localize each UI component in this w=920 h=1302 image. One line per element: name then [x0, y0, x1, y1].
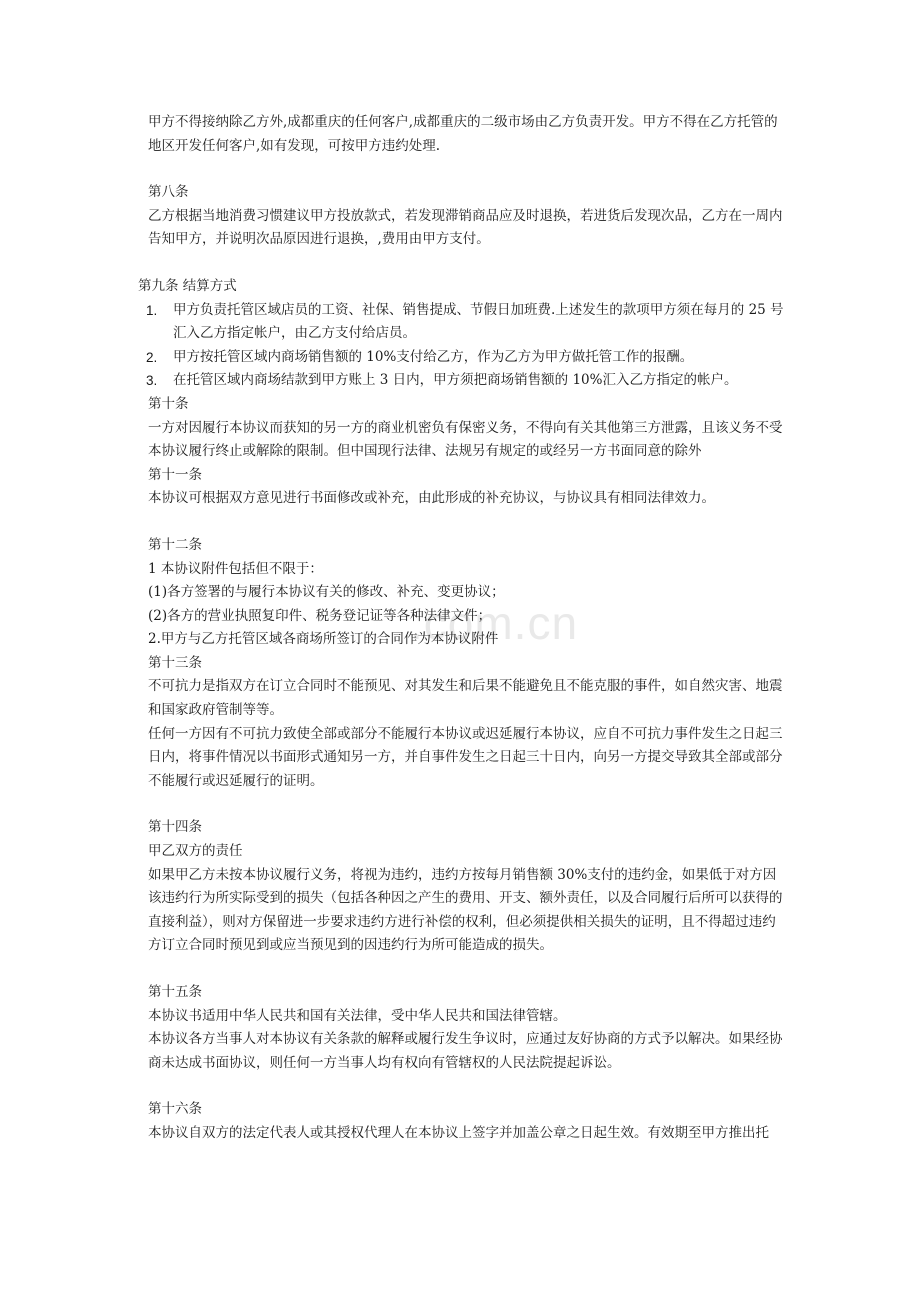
- article-12-line-3: (2)各方的营业执照复印件、税务登记证等各种法律文件；: [148, 607, 492, 624]
- list-number: 1.: [146, 302, 158, 318]
- article-12-line-2: (1)各方签署的与履行本协议有关的修改、补充、变更协议；: [148, 584, 505, 601]
- article-13-text-2: 任何一方因有不可抗力致使全部或部分不能履行本协议或迟延履行本协议，应自不可抗力事件发生之日起三日内，将事件情况以书面形式通知另一方，并自事件发生之日起三十日内，向另一方提交导致其全部或部分不能履行或迟延履行的证明。: [148, 725, 783, 789]
- article-15-text-2: 本协议各方当事人对本协议有关条款的解释或履行发生争议时，应通过友好协商的方式予以解决。如果经协商未达成书面协议，则任何一方当事人均有权向有管辖权的人民法院提起诉讼。: [148, 1031, 783, 1071]
- article-12-title: 第十二条: [148, 536, 202, 553]
- list-text: 在托管区域内商场结款到甲方账上 3 日内，甲方须把商场销售额的 10%汇入乙方指定的帐户。: [173, 372, 738, 389]
- intro-paragraph: 甲方不得接纳除乙方外,成都重庆的任何客户,成都重庆的二级市场由乙方负责开发。甲方不得在乙方托管的地区开发任何客户,如有发现，可按甲方违约处理.: [148, 114, 778, 154]
- article-11-title: 第十一条: [148, 466, 202, 483]
- article-14-subtitle: 甲乙双方的责任: [148, 843, 243, 860]
- article-13-title: 第十三条: [148, 654, 202, 671]
- article-15-text-1: 本协议书适用中华人民共和国有关法律，受中华人民共和国法律管辖。: [148, 1007, 567, 1024]
- article-9-item-3: [146, 369, 788, 393]
- article-16-text: 本协议自双方的法定代表人或其授权代理人在本协议上签字并加盖公章之日起生效。有效期至甲方推出托: [148, 1124, 769, 1141]
- list-number: 2.: [146, 349, 158, 365]
- article-9-item-2: [146, 346, 788, 370]
- article-9-title: 第九条 结算方式: [138, 277, 237, 294]
- list-text: 甲方负责托管区域店员的工资、社保、销售提成、节假日加班费.上述发生的款项甲方须在每月的 25 号汇入乙方指定帐户，由乙方支付给店员。: [173, 301, 784, 342]
- document-body: [138, 111, 788, 1146]
- list-number: 3.: [146, 373, 158, 389]
- article-13-text-1: 不可抗力是指双方在订立合同时不能预见、对其发生和后果不能避免且不能克服的事件，如自然灾害、地震和国家政府管制等等。: [148, 678, 783, 719]
- article-14-title: 第十四条: [148, 819, 202, 836]
- article-8-title: 第八条: [148, 184, 189, 201]
- article-12-line-1: 1 本协议附件包括但不限于：: [148, 560, 323, 577]
- article-9-item-1: [146, 299, 788, 346]
- article-14-text: 如果甲乙方未按本协议履行义务，将视为违约，违约方按每月销售额 30%支付的违约金，如果低于对方因该违约行为所实际受到的损失（包括各种因之产生的费用、开支、额外责任，以及合同履行后所可以获得的直接利益），则对方保留进一步要求违约方进行补偿的权利，但必须提供相关损失的证明，且不得超过违约方订立合同时预见到或应当预见到的因违约行为所可能造成的损失。: [148, 866, 783, 954]
- article-8-text: 乙方根据当地消费习惯建议甲方投放款式，若发现滞销商品应及时退换，若进货后发现次品，乙方在一周内告知甲方，并说明次品原因进行退换，,费用由甲方支付。: [148, 207, 783, 248]
- article-11-text: 本协议可根据双方意见进行书面修改或补充，由此形成的补充协议，与协议具有相同法律效力。: [148, 490, 715, 507]
- article-15-title: 第十五条: [148, 984, 202, 1000]
- article-12-line-4: 2.甲方与乙方托管区域各商场所签订的合同作为本协议附件: [148, 631, 499, 648]
- article-10-text: 一方对因履行本协议而获知的另一方的商业机密负有保密义务，不得向有关其他第三方泄露，且该义务不受本协议履行终止或解除的限制。但中国现行法律、法规另有规定的或经另一方书面同意的除外: [148, 419, 783, 460]
- watermark-text: .com.cn: [410, 597, 579, 649]
- list-text: 甲方按托管区域内商场销售额的 10%支付给乙方，作为乙方为甲方做托管工作的报酬。: [173, 348, 694, 365]
- article-16-title: 第十六条: [148, 1101, 202, 1118]
- article-10-title: 第十条: [148, 395, 189, 412]
